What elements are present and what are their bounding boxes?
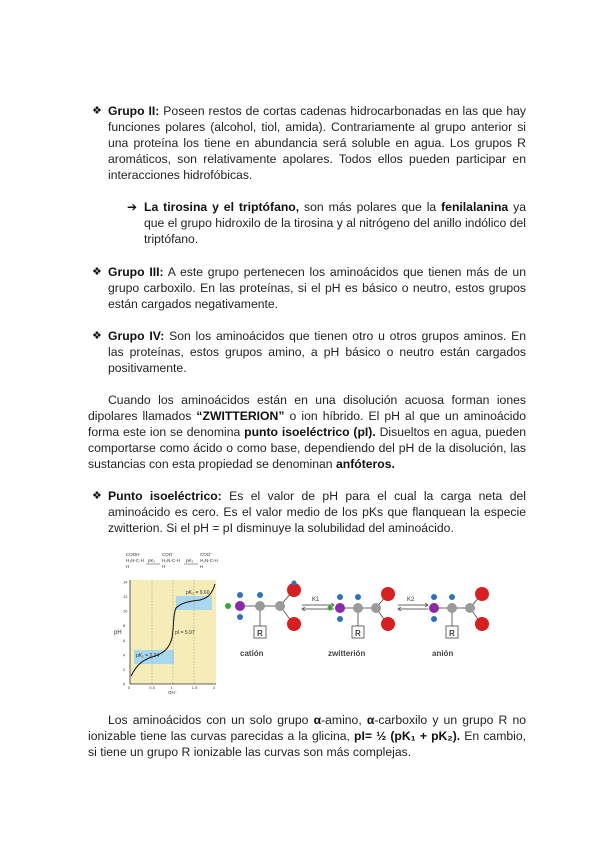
zwitterion-text-2: o ion híbrido. El pH al que un aminoácido forma este ion se denomina (88, 409, 527, 439)
svg-text:H: H (200, 564, 204, 569)
pk2-annotation: pK₂ = 9.60 (186, 590, 210, 596)
note-paragraph (144, 199, 526, 247)
anfoteros-term: anfóteros. (335, 457, 395, 471)
group3-text: A este grupo pertenecen los aminoácidos que tienen más de un grupo carboxilo. En las proteínas, si el pH es básico o neutro, estos grupos están cargados negativamente. (108, 265, 526, 311)
x-tick-label: 0.5 (149, 685, 155, 690)
svg-text:H: H (162, 564, 166, 569)
nitrogen-atom (235, 601, 245, 611)
svg-text:H₃N-C-H: H₃N-C-H (162, 558, 180, 563)
pi-formula: pI= ½ (pK₁ + pK₂). (354, 729, 461, 743)
zwitterion-term: “ZWITTERION” (196, 409, 285, 423)
closing-text-3: -carboxilo y un grupo R no ionizable tiene las curvas parecidas a la glicina, (88, 713, 526, 743)
carbon-atom (255, 601, 265, 611)
alpha-symbol: α (366, 713, 375, 727)
cation-label: catión (240, 649, 264, 658)
cation-molecule (225, 581, 301, 639)
svg-text:R: R (449, 629, 455, 638)
titration-curve-panel (114, 552, 218, 694)
note-bold-fenilalanina: fenilalanina (441, 200, 509, 214)
y-tick-label: 8 (123, 623, 126, 629)
svg-text:H₃N-C-H: H₃N-C-H (126, 558, 144, 563)
oxygen-atom (287, 617, 301, 631)
titration-figure (112, 548, 502, 694)
svg-text:COO⁻: COO⁻ (200, 552, 213, 557)
bullet-icon: ❖ (92, 490, 102, 502)
x-tick-label: 1 (170, 685, 173, 690)
pi-annotation: pI = 5.97 (175, 630, 195, 636)
k1-label: K1 (312, 597, 320, 603)
y-tick-label: 10 (123, 608, 128, 614)
arrow-icon: ➔ (127, 200, 138, 214)
group4-text: Son los aminoácidos que tienen otro u otros grupos aminos. En las proteínas, estos grupos amino, a pH básico o neutro están cargados positivamente. (108, 329, 527, 375)
group2-text: Poseen restos de cortas cadenas hidrocarbonadas en las que hay funciones polares (alcohol, tiol, amida). Contrariamente al grupo anterior si una proteína los tiene en abundancia será soluble en agua. Los grupos R aromáticos, son relativamente apolares. Todos ellos pueden participar en interacciones hidrofóbicas. (108, 104, 527, 182)
zwitterion-text-1: Cuando los aminoácidos están en una disolución acuosa forman iones dipolares llamados (88, 393, 526, 423)
svg-text:R: R (257, 629, 263, 638)
zwitterion-text-3: Disueltos en agua, pueden comportarse como ácido o como base, dependiendo del pH de la disolución, las sustancias con esta propiedad se denominan (88, 425, 527, 471)
bullet-icon: ❖ (92, 330, 102, 342)
isoelectric-term: punto isoeléctrico (pI). (244, 425, 376, 439)
species-formula-row (126, 552, 218, 569)
zwitterion-paragraph (88, 392, 526, 472)
isoelectric-paragraph (108, 488, 526, 536)
svg-text:COOH: COOH (126, 552, 140, 557)
x-tick-label: 0 (128, 685, 131, 690)
group2-paragraph (108, 103, 526, 183)
svg-text:pK₁: pK₁ (148, 558, 156, 563)
svg-text:H₂N-C-H: H₂N-C-H (200, 558, 218, 563)
titration-figure-svg (112, 548, 502, 694)
note-text-2: ya que el grupo hidroxilo de la tirosina y al nitrógeno del anillo indólico del triptófano. (144, 200, 526, 246)
closing-text-1: Los aminoácidos con un solo grupo (108, 713, 309, 727)
svg-text:R: R (355, 629, 361, 638)
x-tick-label: 2 (213, 685, 216, 690)
bullet-icon: ❖ (92, 266, 102, 278)
y-tick-labels (123, 580, 128, 687)
y-tick-label: 4 (123, 652, 126, 658)
x-axis-label: OH⁻ (168, 690, 178, 694)
bullet-icon: ❖ (92, 105, 102, 117)
k2-label: K2 (407, 597, 415, 603)
closing-text-4: En cambio, si tiene un grupo R ionizable las curvas son más complejas. (88, 729, 526, 759)
species-panel (225, 581, 489, 659)
y-tick-label: 0 (123, 681, 126, 687)
alpha-symbol: α (313, 713, 322, 727)
y-tick-label: 14 (123, 579, 128, 585)
zwitterion-molecule (328, 587, 396, 638)
anion-label: anión (432, 649, 454, 658)
group4-paragraph (108, 328, 526, 376)
note-bold-tirosina: La tirosina y el triptófano, (144, 200, 300, 214)
svg-text:H: H (126, 564, 130, 569)
group2-label: Grupo II: (108, 104, 160, 118)
isoelectric-label: Punto isoeléctrico: (108, 489, 222, 503)
svg-text:COO⁻: COO⁻ (162, 552, 175, 557)
zwitterion-label: zwitterión (328, 649, 366, 658)
k2-equilibrium (398, 597, 428, 611)
group3-paragraph (108, 264, 526, 312)
pk1-annotation: pK₁ = 2.34 (136, 653, 160, 659)
y-tick-label: 12 (123, 594, 128, 600)
group3-label: Grupo III: (108, 265, 164, 279)
svg-text:pK₂: pK₂ (186, 558, 194, 563)
x-tick-label: 1.5 (191, 685, 198, 690)
isoelectric-text: Es el valor de pH para el cual la carga neta del aminoácido es cero. Es el valor medio de los pKs que flanquean la especie zwitterion. Si el pH = pI disminuye la solubilidad del aminoácido. (108, 489, 526, 535)
note-text-1: son más polares que la (304, 200, 437, 214)
closing-text-2: -amino, (321, 713, 362, 727)
y-tick-label: 6 (123, 637, 126, 643)
y-axis-label: pH (114, 630, 122, 636)
closing-paragraph (88, 712, 526, 760)
group4-label: Grupo IV: (108, 329, 165, 343)
y-tick-label: 2 (123, 666, 126, 672)
anion-molecule (429, 587, 489, 638)
